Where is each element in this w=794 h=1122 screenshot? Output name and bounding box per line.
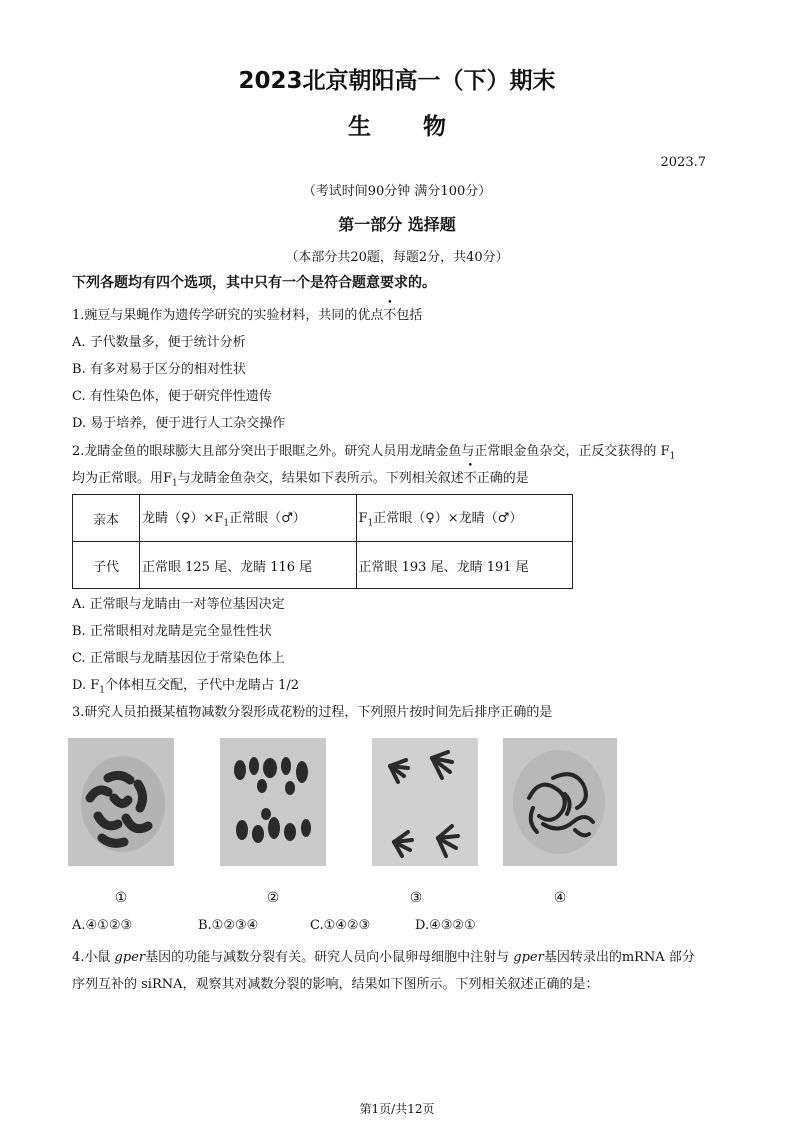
table-cell: 龙睛$(♀)\times F_1$正常眼（♂）: [140, 495, 357, 542]
q4-stem-line2: 序列互补的 siRNA，观察其对减数分裂的影响，结果如下图所示。下列相关叙述正确的是：: [72, 977, 599, 992]
q2-stem-line2: 均为正常眼。用$F_1$与龙睛金鱼杂交，结果如下表所示。下列相关叙述不正确的是: [72, 471, 529, 489]
q3-option-d: D.④③②①: [415, 918, 476, 933]
q1-option-a: A. 子代数量多，便于统计分析: [72, 335, 246, 350]
subject-char-2: 物: [423, 114, 446, 140]
page-footer: 第1页/共12页: [359, 1102, 435, 1116]
micrograph-label-1: ①: [114, 890, 128, 906]
q2-option-b: B. 正常眼相对龙睛是完全显性性状: [72, 624, 272, 639]
micrograph-3: [372, 738, 478, 866]
q1-option-b: B. 有多对易于区分的相对性状: [72, 362, 246, 377]
q2-option-d: D. $F_1$个体相互交配，子代中龙睛占 1/2: [72, 678, 300, 696]
q1-option-c: C. 有性染色体，便于研究伴性遗传: [72, 389, 272, 404]
micrograph-label-4: ④: [553, 890, 567, 906]
q1-option-d: D. 易于培养，便于进行人工杂交操作: [72, 416, 286, 431]
micrograph-2: [220, 738, 326, 866]
q1-stem: 1.豌豆与果蝇作为遗传学研究的实验材料，共同的优点不包括: [72, 308, 423, 323]
micrograph-label-2: ②: [266, 890, 280, 906]
table-cell: 子代: [73, 542, 140, 589]
table-row: [73, 495, 573, 542]
subject-title: [0, 108, 794, 141]
q3-option-c: C.①④②③: [310, 918, 371, 933]
q2-option-a: A. 正常眼与龙睛由一对等位基因决定: [72, 597, 285, 612]
q3-option-a: A.④①②③: [72, 918, 133, 933]
q2-option-c: C. 正常眼与龙睛基因位于常染色体上: [72, 651, 285, 666]
q4-stem-line1: 4.小鼠 gper基因的功能与减数分裂有关。研究人员向小鼠卵母细胞中注射与 gper基因转录出的mRNA 部分: [72, 950, 695, 965]
micrograph-label-3: ③: [409, 890, 423, 906]
q2-table: [72, 494, 573, 589]
table-row: [73, 542, 573, 589]
table-cell: 正常眼 193 尾、龙睛 191 尾: [356, 542, 573, 589]
q3-option-b: B.①②③④: [198, 918, 259, 933]
q2-stem-line1: 2.龙睛金鱼的眼球膨大且部分突出于眼眶之外。研究人员用龙睛金鱼与正常眼金鱼杂交，正反交获得的 $F_1$: [72, 444, 676, 462]
table-cell: $F_1$正常眼（♀）×龙睛（♂）: [356, 495, 573, 542]
exam-title: 2023北京朝阳高一（下）期末: [238, 68, 556, 94]
table-cell: 亲本: [73, 495, 140, 542]
exam-date: 2023.7: [660, 155, 706, 170]
table-cell: 正常眼 125 尾、龙睛 116 尾: [140, 542, 357, 589]
micrograph-4: [503, 738, 617, 866]
micrograph-1: [68, 738, 174, 866]
part-title: 第一部分 选择题: [338, 215, 456, 234]
exam-info: （考试时间90分钟 满分100分）: [302, 184, 492, 199]
subject-char-1: 生: [348, 114, 371, 140]
part-note: （本部分共20题，每题2分，共40分）: [285, 250, 509, 265]
q3-stem: 3.研究人员拍摄某植物减数分裂形成花粉的过程，下列照片按时间先后排序正确的是: [72, 705, 553, 720]
instruction: 下列各题均有四个选项，其中只有一个是符合题意要求的。: [72, 275, 436, 291]
